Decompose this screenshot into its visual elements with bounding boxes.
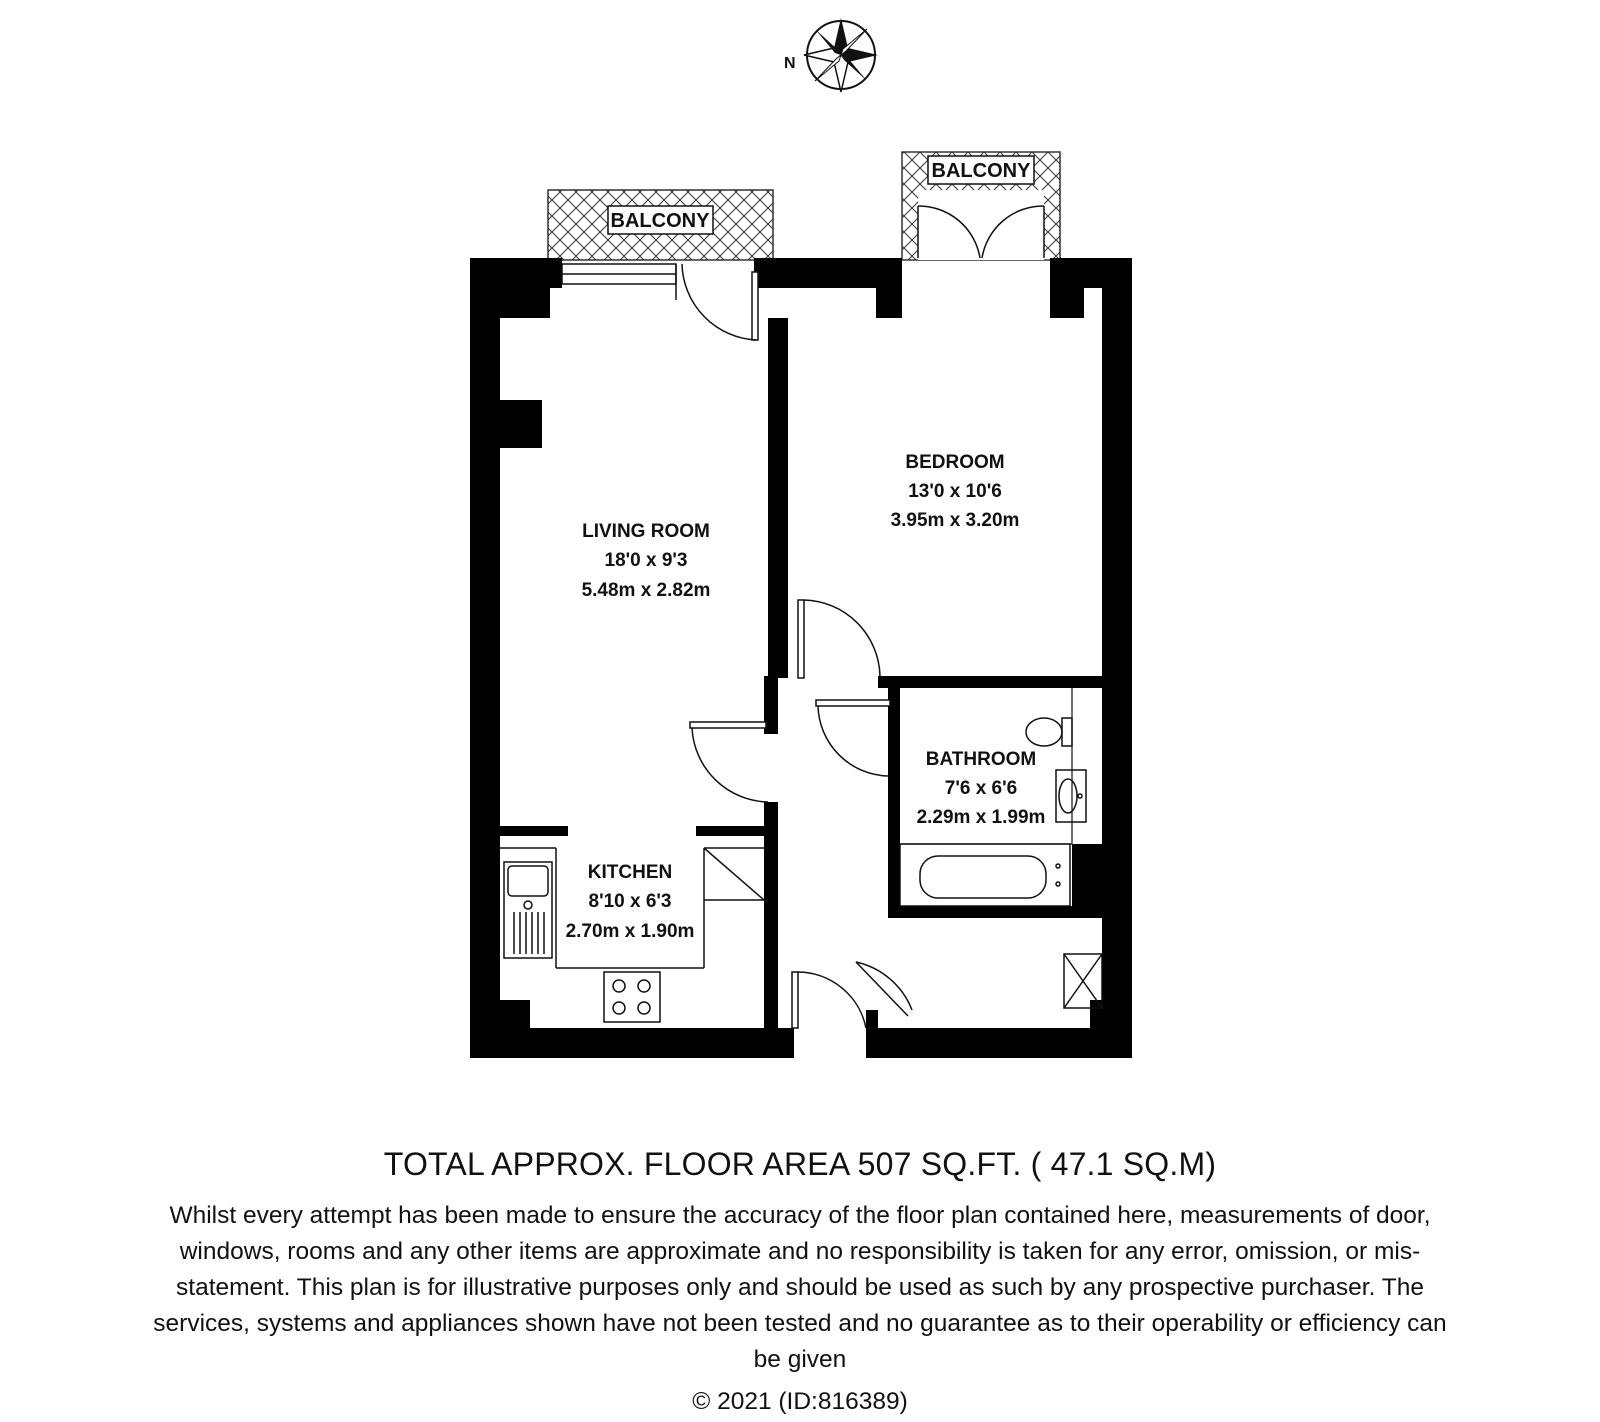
total-floor-area: TOTAL APPROX. FLOOR AREA 507 SQ.FT. ( 47.1 SQ.M) [383, 1146, 1217, 1182]
basin-icon [1056, 770, 1086, 822]
room-name: KITCHEN [587, 862, 673, 883]
room-name: BEDROOM [905, 452, 1005, 473]
room-imperial: 18'0 x 9'3 [604, 550, 688, 571]
room-imperial: 8'10 x 6'3 [588, 891, 672, 912]
doors [676, 206, 1044, 1028]
window [562, 264, 676, 284]
compass-label: N [784, 55, 796, 72]
sink-icon [504, 862, 552, 958]
bathtub-icon [900, 844, 1070, 906]
room-label-living-room [582, 521, 711, 601]
balcony-label: BALCONY [931, 160, 1031, 182]
room-label-bedroom [891, 452, 1020, 531]
copyright-text: © 2021 (ID:816389) [692, 1388, 908, 1415]
compass-rose-icon [804, 18, 878, 92]
room-metric: 2.29m x 1.99m [916, 807, 1046, 828]
cupboard-icon [1064, 954, 1102, 1008]
balcony-label: BALCONY [610, 210, 710, 232]
room-name: BATHROOM [925, 749, 1037, 770]
hob-icon [604, 972, 660, 1022]
room-imperial: 7'6 x 6'6 [944, 778, 1018, 799]
room-metric: 2.70m x 1.90m [565, 921, 695, 942]
room-label-kitchen [566, 862, 695, 942]
room-label-bathroom [917, 749, 1046, 828]
toilet-icon [1026, 718, 1072, 746]
room-metric: 3.95m x 3.20m [890, 510, 1020, 531]
disclaimer-text: Whilst every attempt has been made to ensure the accuracy of the floor plan contained here, measurements of door, windows, rooms and any other items are approximate and no responsibility is taken for any error, omission, or mis-statement. This plan is for illustrative purposes only and should be used as such by any prospective purchaser. The services, systems and appliances shown have not been tested and no guarantee as to their operability or efficiency can be given [153, 1202, 1447, 1373]
room-imperial: 13'0 x 10'6 [908, 481, 1002, 502]
room-name: LIVING ROOM [582, 521, 710, 542]
room-metric: 5.48m x 2.82m [581, 580, 711, 601]
